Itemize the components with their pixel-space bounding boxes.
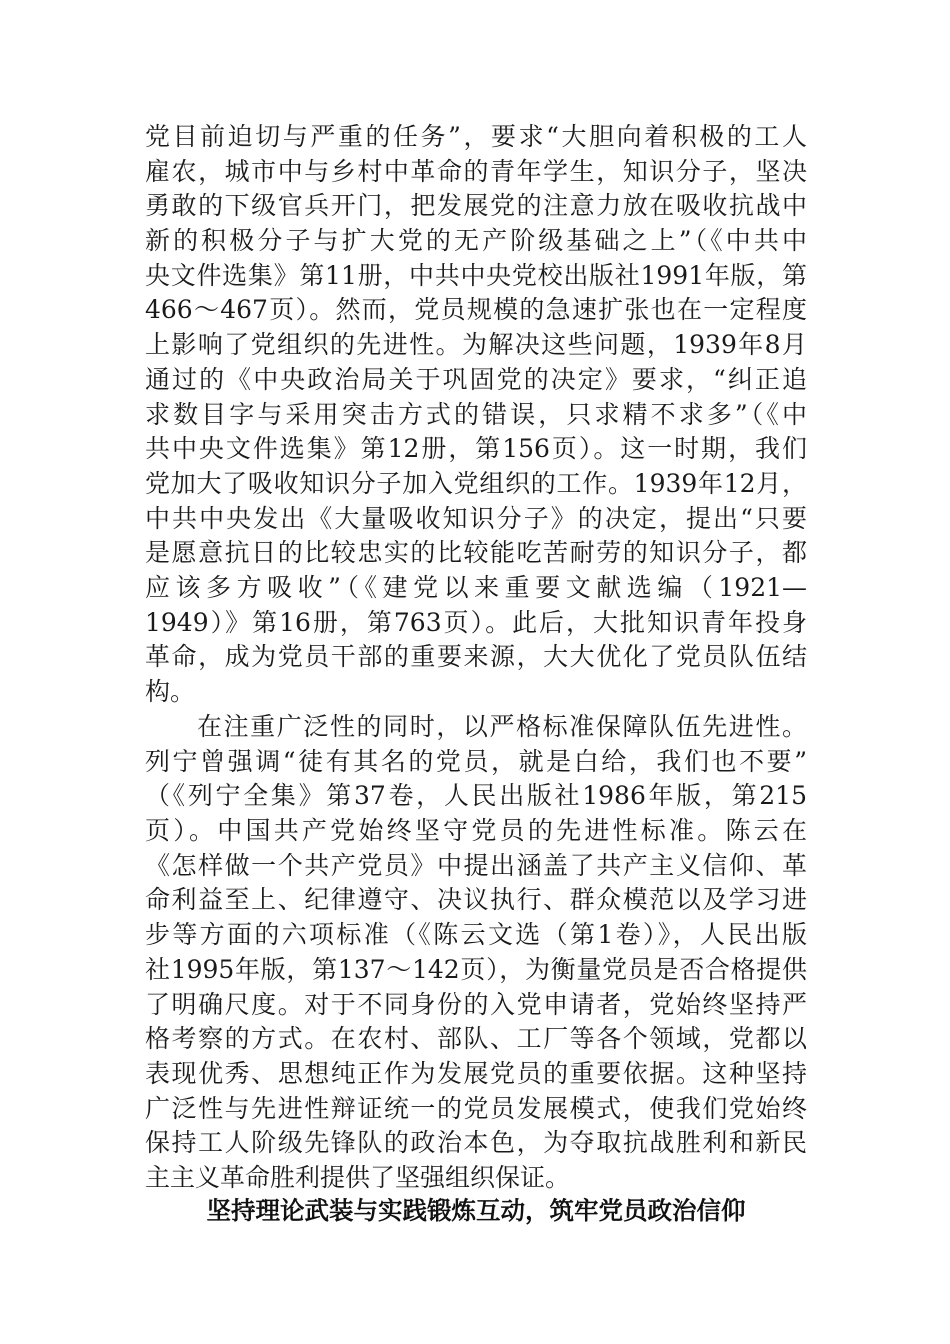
text-line: 共中央文件选集》第12册，第156页）。这一时期，我们 xyxy=(145,434,807,464)
text-line: 社1995年版，第137～142页），为衡量党员是否合格提供 xyxy=(145,954,807,984)
text-line: 《怎样做一个共产党员》中提出涵盖了共产主义信仰、革 xyxy=(145,850,807,880)
text-line: 了明确尺度。对于不同身份的入党申请者，党始终坚持严 xyxy=(145,989,807,1019)
text-line: 应该多方吸收”（《建党以来重要文献选编（1921— xyxy=(145,572,807,602)
text-line: 466～467页）。然而，党员规模的急速扩张也在一定程度 xyxy=(145,295,807,325)
text-line: 求数目字与采用突击方式的错误，只求精不求多”（《中 xyxy=(145,399,807,429)
text-line: 勇敢的下级官兵开门，把发展党的注意力放在吸收抗战中 xyxy=(145,191,807,221)
text-line: 党目前迫切与严重的任务”，要求“大胆向着积极的工人 xyxy=(145,122,807,151)
text-line: 命利益至上、纪律遵守、决议执行、群众模范以及学习进 xyxy=(145,885,807,915)
text-line: 1949）》第16册，第763页）。此后，大批知识青年投身 xyxy=(145,607,807,637)
paragraph-1 xyxy=(145,120,807,710)
text-line: 央文件选集》第11册，中共中央党校出版社1991年版，第 xyxy=(145,260,807,290)
text-line: 步等方面的六项标准（《陈云文选（第1卷）》，人民出版 xyxy=(145,920,807,950)
text-line: 是愿意抗日的比较忠实的比较能吃苦耐劳的知识分子，都 xyxy=(145,538,807,568)
text-line: 新的积极分子与扩大党的无产阶级基础之上”（《中共中 xyxy=(145,226,807,256)
section-heading: 坚持理论武装与实践锻炼互动，筑牢党员政治信仰 xyxy=(206,1196,746,1225)
text-line: 通过的《中央政治局关于巩固党的决定》要求，“纠正追 xyxy=(145,364,807,394)
text-line: 保持工人阶级先锋队的政治本色，为夺取抗战胜利和新民 xyxy=(145,1128,807,1158)
text-line: 主主义革命胜利提供了坚强组织保证。 xyxy=(145,1162,571,1192)
text-line: 格考察的方式。在农村、部队、工厂等各个领域，党都以 xyxy=(145,1024,807,1054)
text-line: 列宁曾强调“徒有其名的党员，就是白给，我们也不要” xyxy=(145,746,807,776)
text-line: 雇农，城市中与乡村中革命的青年学生，知识分子，坚决 xyxy=(145,156,807,186)
text-line: 在注重广泛性的同时，以严格标准保障队伍先进性。 xyxy=(197,712,807,741)
text-line: 表现优秀、思想纯正作为发展党员的重要依据。这种坚持 xyxy=(145,1058,807,1088)
text-line: 上影响了党组织的先进性。为解决这些问题，1939年8月 xyxy=(145,330,807,360)
text-line: （《列宁全集》第37卷，人民出版社1986年版，第215 xyxy=(145,781,807,811)
paragraph-2 xyxy=(145,710,807,1196)
text-line: 构。 xyxy=(145,677,196,706)
text-line: 中共中央发出《大量吸收知识分子》的决定，提出“只要 xyxy=(145,503,807,533)
text-line: 广泛性与先进性辩证统一的党员发展模式，使我们党始终 xyxy=(145,1093,807,1123)
text-line: 党加大了吸收知识分子加入党组织的工作。1939年12月， xyxy=(145,468,807,498)
text-line: 页）。中国共产党始终坚守党员的先进性标准。陈云在 xyxy=(145,816,807,846)
text-line: 革命，成为党员干部的重要来源，大大优化了党员队伍结 xyxy=(145,642,807,672)
